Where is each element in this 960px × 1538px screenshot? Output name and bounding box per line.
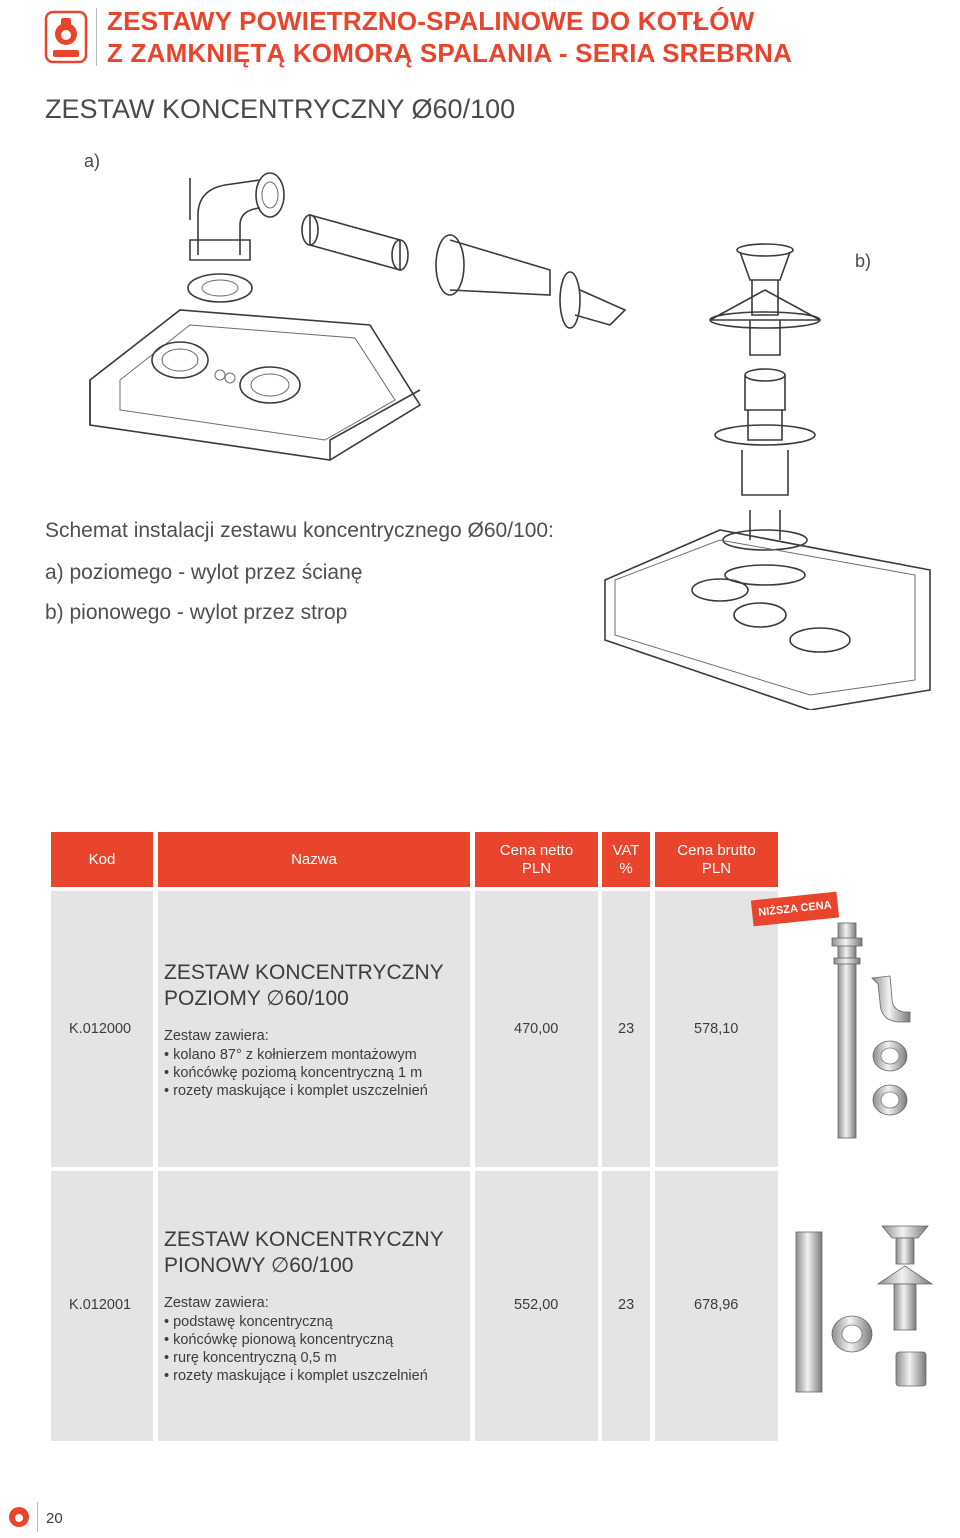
section-subtitle: ZESTAW KONCENTRYCZNY Ø60/100 [45, 94, 516, 124]
row2-netto: 552,00 [514, 1297, 559, 1313]
row2-code: K.012001 [69, 1297, 132, 1313]
list-item: • rozety maskujące i komplet uszczelnień [164, 1082, 428, 1100]
lower-price-badge: NIŻSZA CENA [751, 892, 839, 927]
vertical-installation-drawing [600, 240, 940, 710]
row2-item-list [164, 1313, 428, 1385]
page-number: 20 [46, 1510, 63, 1527]
header-cena-brutto [655, 832, 778, 887]
footer-divider [37, 1502, 38, 1532]
row1-netto: 470,00 [514, 1021, 559, 1037]
row2-vat: 23 [618, 1297, 635, 1313]
list-item: • końcówkę pionową koncentryczną [164, 1331, 428, 1349]
schema-caption-line2: a) poziomego - wylot przez ścianę [45, 561, 363, 584]
diagram-label-b: b) [855, 251, 872, 271]
row1-contains-label: Zestaw zawiera: [164, 1028, 269, 1044]
header-nazwa: Nazwa [158, 832, 470, 887]
row1-vat: 23 [618, 1021, 635, 1037]
header-cena-netto-line2: PLN [521, 859, 552, 877]
list-item: • końcówkę poziomą koncentryczną 1 m [164, 1064, 428, 1082]
row1-code: K.012000 [69, 1021, 132, 1037]
header-vat [602, 832, 650, 887]
list-item: • podstawę koncentryczną [164, 1313, 428, 1331]
row1-title-line2: POZIOMY ∅60/100 [164, 987, 349, 1010]
header-cena-brutto-line2: PLN [701, 859, 732, 877]
list-item: • kolano 87° z kołnierzem montażowym [164, 1046, 428, 1064]
horizontal-installation-drawing [80, 160, 640, 470]
row2-title-line2: PIONOWY ∅60/100 [164, 1254, 354, 1277]
page-title-line1: ZESTAWY POWIETRZNO-SPALINOWE DO KOTŁÓW [107, 6, 755, 36]
list-item: • rurę koncentryczną 0,5 m [164, 1349, 428, 1367]
header-vat-line1: VAT [612, 841, 640, 859]
diagram-label-a: a) [84, 151, 101, 171]
page-title-line2: Z ZAMKNIĘTĄ KOMORĄ SPALANIA - SERIA SREBRNA [107, 38, 793, 68]
row1-product-image [820, 918, 920, 1143]
row2-brutto: 678,96 [694, 1297, 739, 1313]
row1-brutto: 578,10 [694, 1021, 739, 1037]
row1-item-list [164, 1046, 428, 1100]
row2-product-image [790, 1222, 950, 1394]
header-divider [96, 8, 97, 66]
brand-logo [44, 10, 88, 64]
row2-contains-label: Zestaw zawiera: [164, 1295, 269, 1311]
list-item: • rozety maskujące i komplet uszczelnień [164, 1367, 428, 1385]
schema-caption-line1: Schemat instalacji zestawu koncentrycznego Ø60/100: [45, 519, 554, 542]
row1-title-line1: ZESTAW KONCENTRYCZNY [164, 961, 444, 984]
header-vat-line2: % [619, 859, 633, 877]
header-cena-netto-line1: Cena netto [499, 841, 574, 859]
header-kod: Kod [51, 832, 153, 887]
footer-logo [8, 1506, 30, 1533]
row2-title-line1: ZESTAW KONCENTRYCZNY [164, 1228, 444, 1251]
schema-caption-line3: b) pionowego - wylot przez strop [45, 601, 348, 624]
header-cena-brutto-line1: Cena brutto [677, 841, 756, 859]
header-cena-netto [475, 832, 598, 887]
